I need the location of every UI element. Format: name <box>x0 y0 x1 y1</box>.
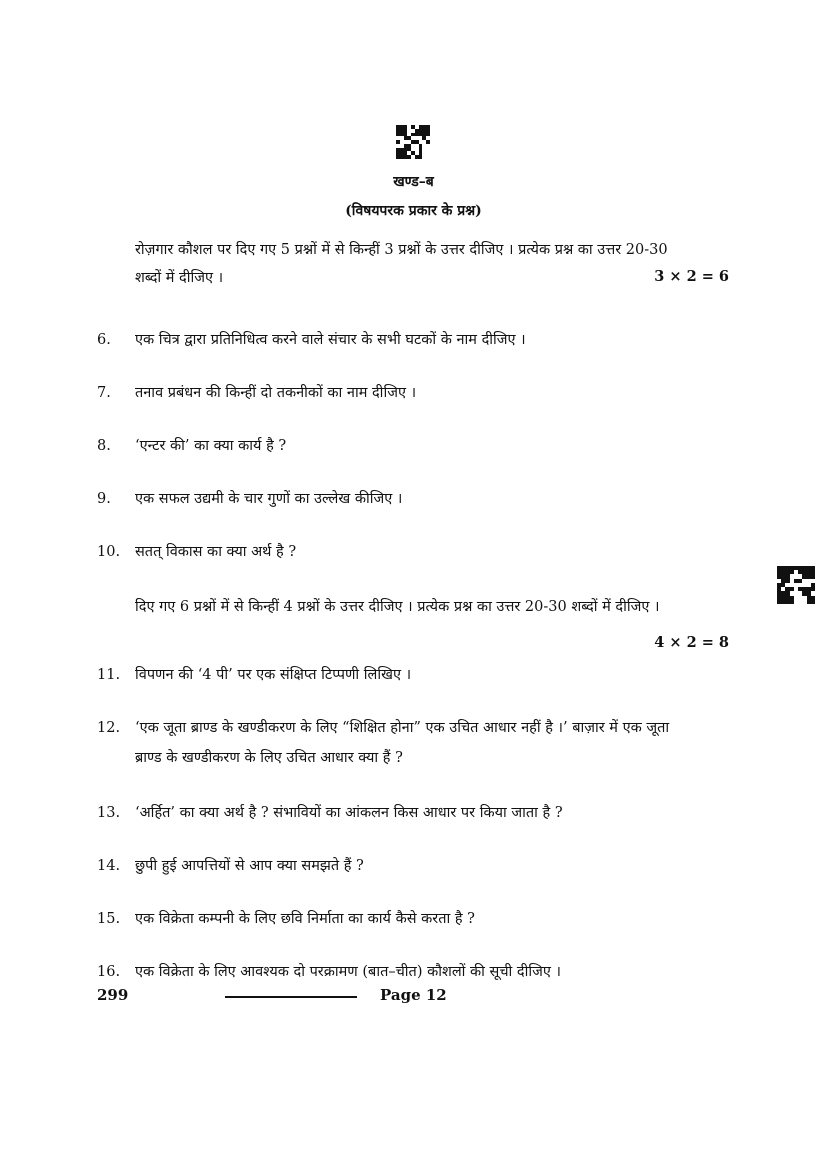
question-number: 15. <box>97 911 121 927</box>
question-text: ‘अर्हित’ का क्या अर्थ है ? संभावियों का आंकलन किस आधार पर किया जाता है ? <box>135 805 563 821</box>
question-text: छुपी हुई आपत्तियों से आप क्या समझते हैं ? <box>135 858 364 874</box>
instruction-1-marks: 3 × 2 = 6 <box>654 268 729 285</box>
question-number: 9. <box>97 491 111 507</box>
section-title: खण्ड–ब <box>393 174 434 190</box>
question-text: एक विक्रेता के लिए आवश्यक दो परक्रामण (बात–चीत) कौशलों की सूची दीजिए । <box>135 964 562 980</box>
question-text: तनाव प्रबंधन की किन्हीं दो तकनीकों का नाम दीजिए । <box>135 385 417 401</box>
question-text: ‘एन्टर की’ का क्या कार्य है ? <box>135 438 287 454</box>
qr-code-side-icon <box>777 566 815 604</box>
instruction-1-line-1: रोज़गार कौशल पर दिए गए 5 प्रश्नों में से किन्हीं 3 प्रश्नों के उत्तर दीजिए । प्रत्येक प्रश्न का उत्तर 20-30 <box>135 242 668 258</box>
question-number: 8. <box>97 438 111 454</box>
question-number: 16. <box>97 964 121 980</box>
question-text: सतत् विकास का क्या अर्थ है ? <box>135 544 297 560</box>
instruction-2-marks: 4 × 2 = 8 <box>654 634 729 651</box>
qr-code-icon <box>396 125 430 159</box>
section-subtitle: (विषयपरक प्रकार के प्रश्न) <box>345 203 482 219</box>
question-text: विपणन की ‘4 पी’ पर एक संक्षिप्त टिप्पणी लिखिए । <box>135 667 412 683</box>
question-text: एक सफल उद्यमी के चार गुणों का उल्लेख कीजिए । <box>135 491 403 507</box>
question-text: एक विक्रेता कम्पनी के लिए छवि निर्माता का कार्य कैसे करता है ? <box>135 911 475 927</box>
question-text-line-1: ‘एक जूता ब्राण्ड के खण्डीकरण के लिए “शिक्षित होना” एक उचित आधार नहीं है ।’ बाज़ार में एक जूता <box>135 720 670 736</box>
question-text: एक चित्र द्वारा प्रतिनिधित्व करने वाले संचार के सभी घटकों के नाम दीजिए । <box>135 332 526 348</box>
question-number: 10. <box>97 544 121 560</box>
question-text-line-2: ब्राण्ड के खण्डीकरण के लिए उचित आधार क्या हैं ? <box>135 750 403 766</box>
question-number: 12. <box>97 720 121 736</box>
instruction-1-line-2: शब्दों में दीजिए । <box>135 270 224 286</box>
page-number: Page 12 <box>380 986 447 1004</box>
question-number: 11. <box>97 667 121 683</box>
footer-divider <box>225 996 357 998</box>
paper-code: 299 <box>97 986 129 1004</box>
question-number: 14. <box>97 858 121 874</box>
instruction-2-line-1: दिए गए 6 प्रश्नों में से किन्हीं 4 प्रश्नों के उत्तर दीजिए । प्रत्येक प्रश्न का उत्तर 20-30 शब्दों में दीजिए । <box>135 599 660 615</box>
question-number: 7. <box>97 385 111 401</box>
question-number: 13. <box>97 805 121 821</box>
question-number: 6. <box>97 332 111 348</box>
